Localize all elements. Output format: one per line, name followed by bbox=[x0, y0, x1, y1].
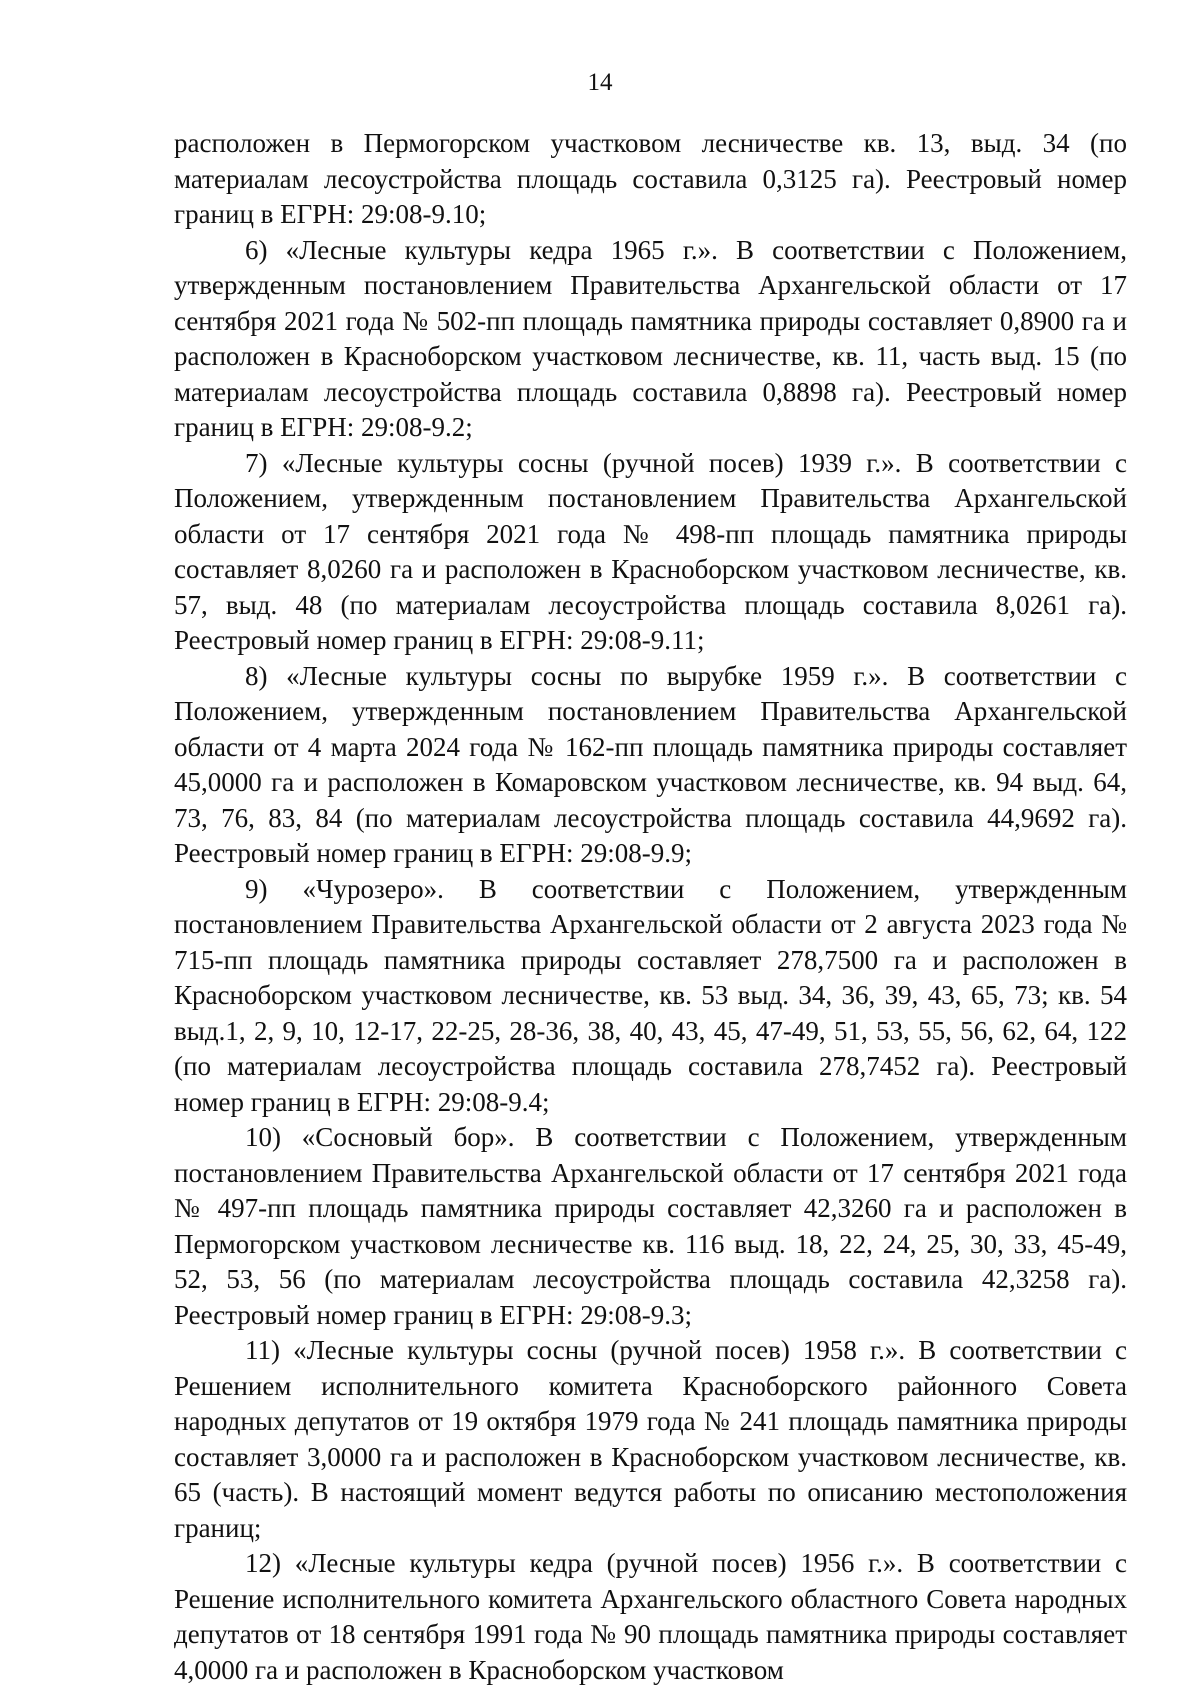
page-number: 14 bbox=[587, 69, 613, 96]
paragraph-item-9: 9) «Чурозеро». В соответствии с Положением, утвержденным постановлением Правительства Архангельской области от 2 августа 2023 года № 715-пп площадь памятника природы составляет 278,7500 га и расположен в Красноборском участковом лесничестве, кв. 53 выд. 34, 36, 39, 43, 65, 73; кв. 54 выд.1, 2, 9, 10, 12-17, 22-25, 28-36, 38, 40, 43, 45, 47-49, 51, 53, 55, 56, 62, 64, 122 (по материалам лесоустройства площадь составила 278,7452 га). Реестровый номер границ в ЕГРН: 29:08-9.4; bbox=[174, 873, 1127, 1117]
paragraph-continuation: расположен в Пермогорском участковом лесничестве кв. 13, выд. 34 (по материалам лесоустройства площадь составила 0,3125 га). Реестровый номер границ в ЕГРН: 29:08-9.10; bbox=[174, 128, 1127, 229]
paragraph-item-10: 10) «Сосновый бор». В соответствии с Положением, утвержденным постановлением Правительства Архангельской области от 17 сентября 2021 года № 497-пп площадь памятника природы составляет 42,3260 га и расположен в Пермогорском участковом лесничестве кв. 116 выд. 18, 22, 24, 25, 30, 33, 45-49, 52, 53, 56 (по материалам лесоустройства площадь составила 42,3258 га). Реестровый номер границ в ЕГРН: 29:08-9.3; bbox=[174, 1122, 1127, 1330]
document-body bbox=[174, 126, 1127, 1688]
paragraph-item-11: 11) «Лесные культуры сосны (ручной посев) 1958 г.». В соответствии с Решением исполнительного комитета Красноборского районного Совета народных депутатов от 19 октября 1979 года № 241 площадь памятника природы составляет 3,0000 га и расположен в Красноборском участковом лесничестве, кв. 65 (часть). В настоящий момент ведутся работы по описанию местоположения границ; bbox=[174, 1335, 1127, 1543]
paragraph-item-6: 6) «Лесные культуры кедра 1965 г.». В соответствии с Положением, утвержденным постановлением Правительства Архангельской области от 17 сентября 2021 года № 502-пп площадь памятника природы составляет 0,8900 га и расположен в Красноборском участковом лесничестве, кв. 11, часть выд. 15 (по материалам лесоустройства площадь составила 0,8898 га). Реестровый номер границ в ЕГРН: 29:08-9.2; bbox=[174, 234, 1127, 442]
paragraph-item-7: 7) «Лесные культуры сосны (ручной посев) 1939 г.». В соответствии с Положением, утвержденным постановлением Правительства Архангельской области от 17 сентября 2021 года № 498-пп площадь памятника природы составляет 8,0260 га и расположен в Красноборском участковом лесничестве, кв. 57, выд. 48 (по материалам лесоустройства площадь составила 8,0261 га). Реестровый номер границ в ЕГРН: 29:08-9.11; bbox=[174, 447, 1127, 655]
paragraph-item-8: 8) «Лесные культуры сосны по вырубке 1959 г.». В соответствии с Положением, утвержденным постановлением Правительства Архангельской области от 4 марта 2024 года № 162-пп площадь памятника природы составляет 45,0000 га и расположен в Комаровском участковом лесничестве, кв. 94 выд. 64, 73, 76, 83, 84 (по материалам лесоустройства площадь составила 44,9692 га). Реестровый номер границ в ЕГРН: 29:08-9.9; bbox=[174, 660, 1127, 868]
paragraph-item-12: 12) «Лесные культуры кедра (ручной посев) 1956 г.». В соответствии с Решение исполнительного комитета Архангельского областного Совета народных депутатов от 18 сентября 1991 года № 90 площадь памятника природы составляет 4,0000 га и расположен в Красноборском участковом bbox=[174, 1548, 1127, 1685]
